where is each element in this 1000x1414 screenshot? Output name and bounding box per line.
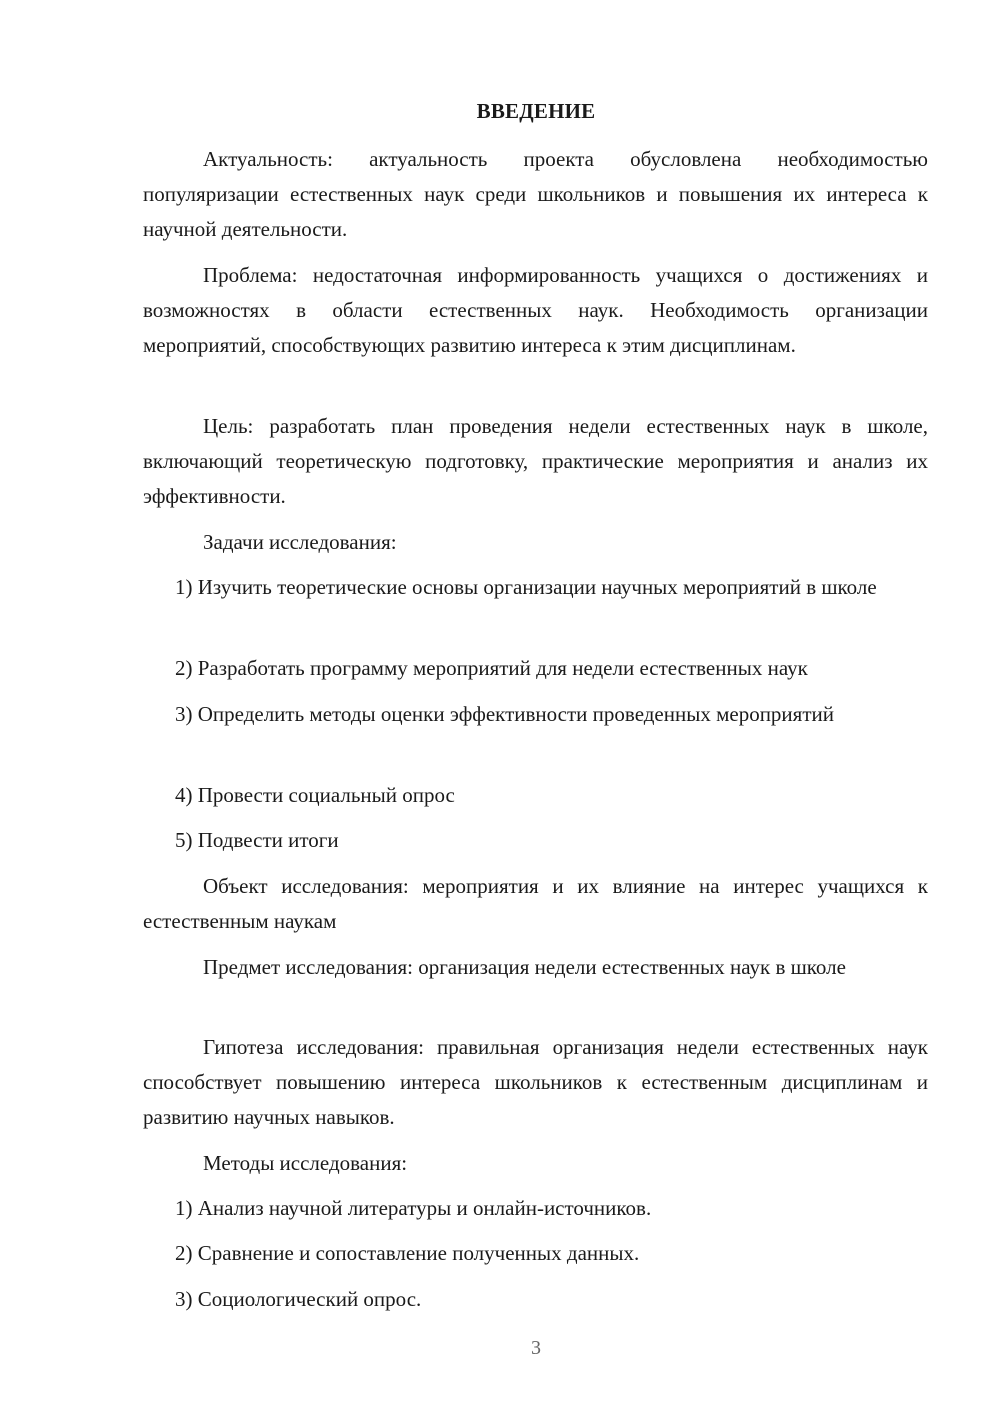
method-item-3: 3) Социологический опрос.	[175, 1287, 422, 1311]
page-number: 3	[531, 1337, 541, 1359]
task-item-4: 4) Провести социальный опрос	[175, 783, 455, 807]
task-item-3: 3) Определить методы оценки эффективности проведенных мероприятий	[175, 702, 834, 726]
paragraph-goal: Цель: разработать план проведения недели естественных наук в школе, включающий теоретическую подготовку, практические мероприятия и анализ их эффективности.	[143, 414, 928, 508]
paragraph-object: Объект исследования: мероприятия и их влияние на интерес учащихся к естественным наукам	[143, 874, 928, 933]
section-title: ВВЕДЕНИЕ	[476, 99, 596, 123]
method-item-2: 2) Сравнение и сопоставление полученных данных.	[175, 1241, 640, 1265]
method-item-1: 1) Анализ научной литературы и онлайн-источников.	[175, 1196, 652, 1220]
task-item-2: 2) Разработать программу мероприятий для недели естественных наук	[175, 656, 808, 680]
paragraph-hypothesis: Гипотеза исследования: правильная организация недели естественных наук способствует повышению интереса школьников к естественным дисциплинам и развитию научных навыков.	[143, 1035, 928, 1129]
methods-heading: Методы исследования:	[203, 1151, 408, 1175]
task-item-5: 5) Подвести итоги	[175, 828, 339, 852]
paragraph-subject: Предмет исследования: организация недели естественных наук в школе	[203, 955, 846, 979]
tasks-heading: Задачи исследования:	[203, 530, 397, 554]
paragraph-relevance: Актуальность: актуальность проекта обусловлена необходимостью популяризации естественных наук среди школьников и повышения их интереса к научной деятельности.	[143, 147, 928, 241]
task-item-1: 1) Изучить теоретические основы организации научных мероприятий в школе	[175, 575, 877, 599]
paragraph-problem: Проблема: недостаточная информированность учащихся о достижениях и возможностях в области естественных наук. Необходимость организации мероприятий, способствующих развитию интереса к этим дисциплинам.	[143, 263, 928, 357]
